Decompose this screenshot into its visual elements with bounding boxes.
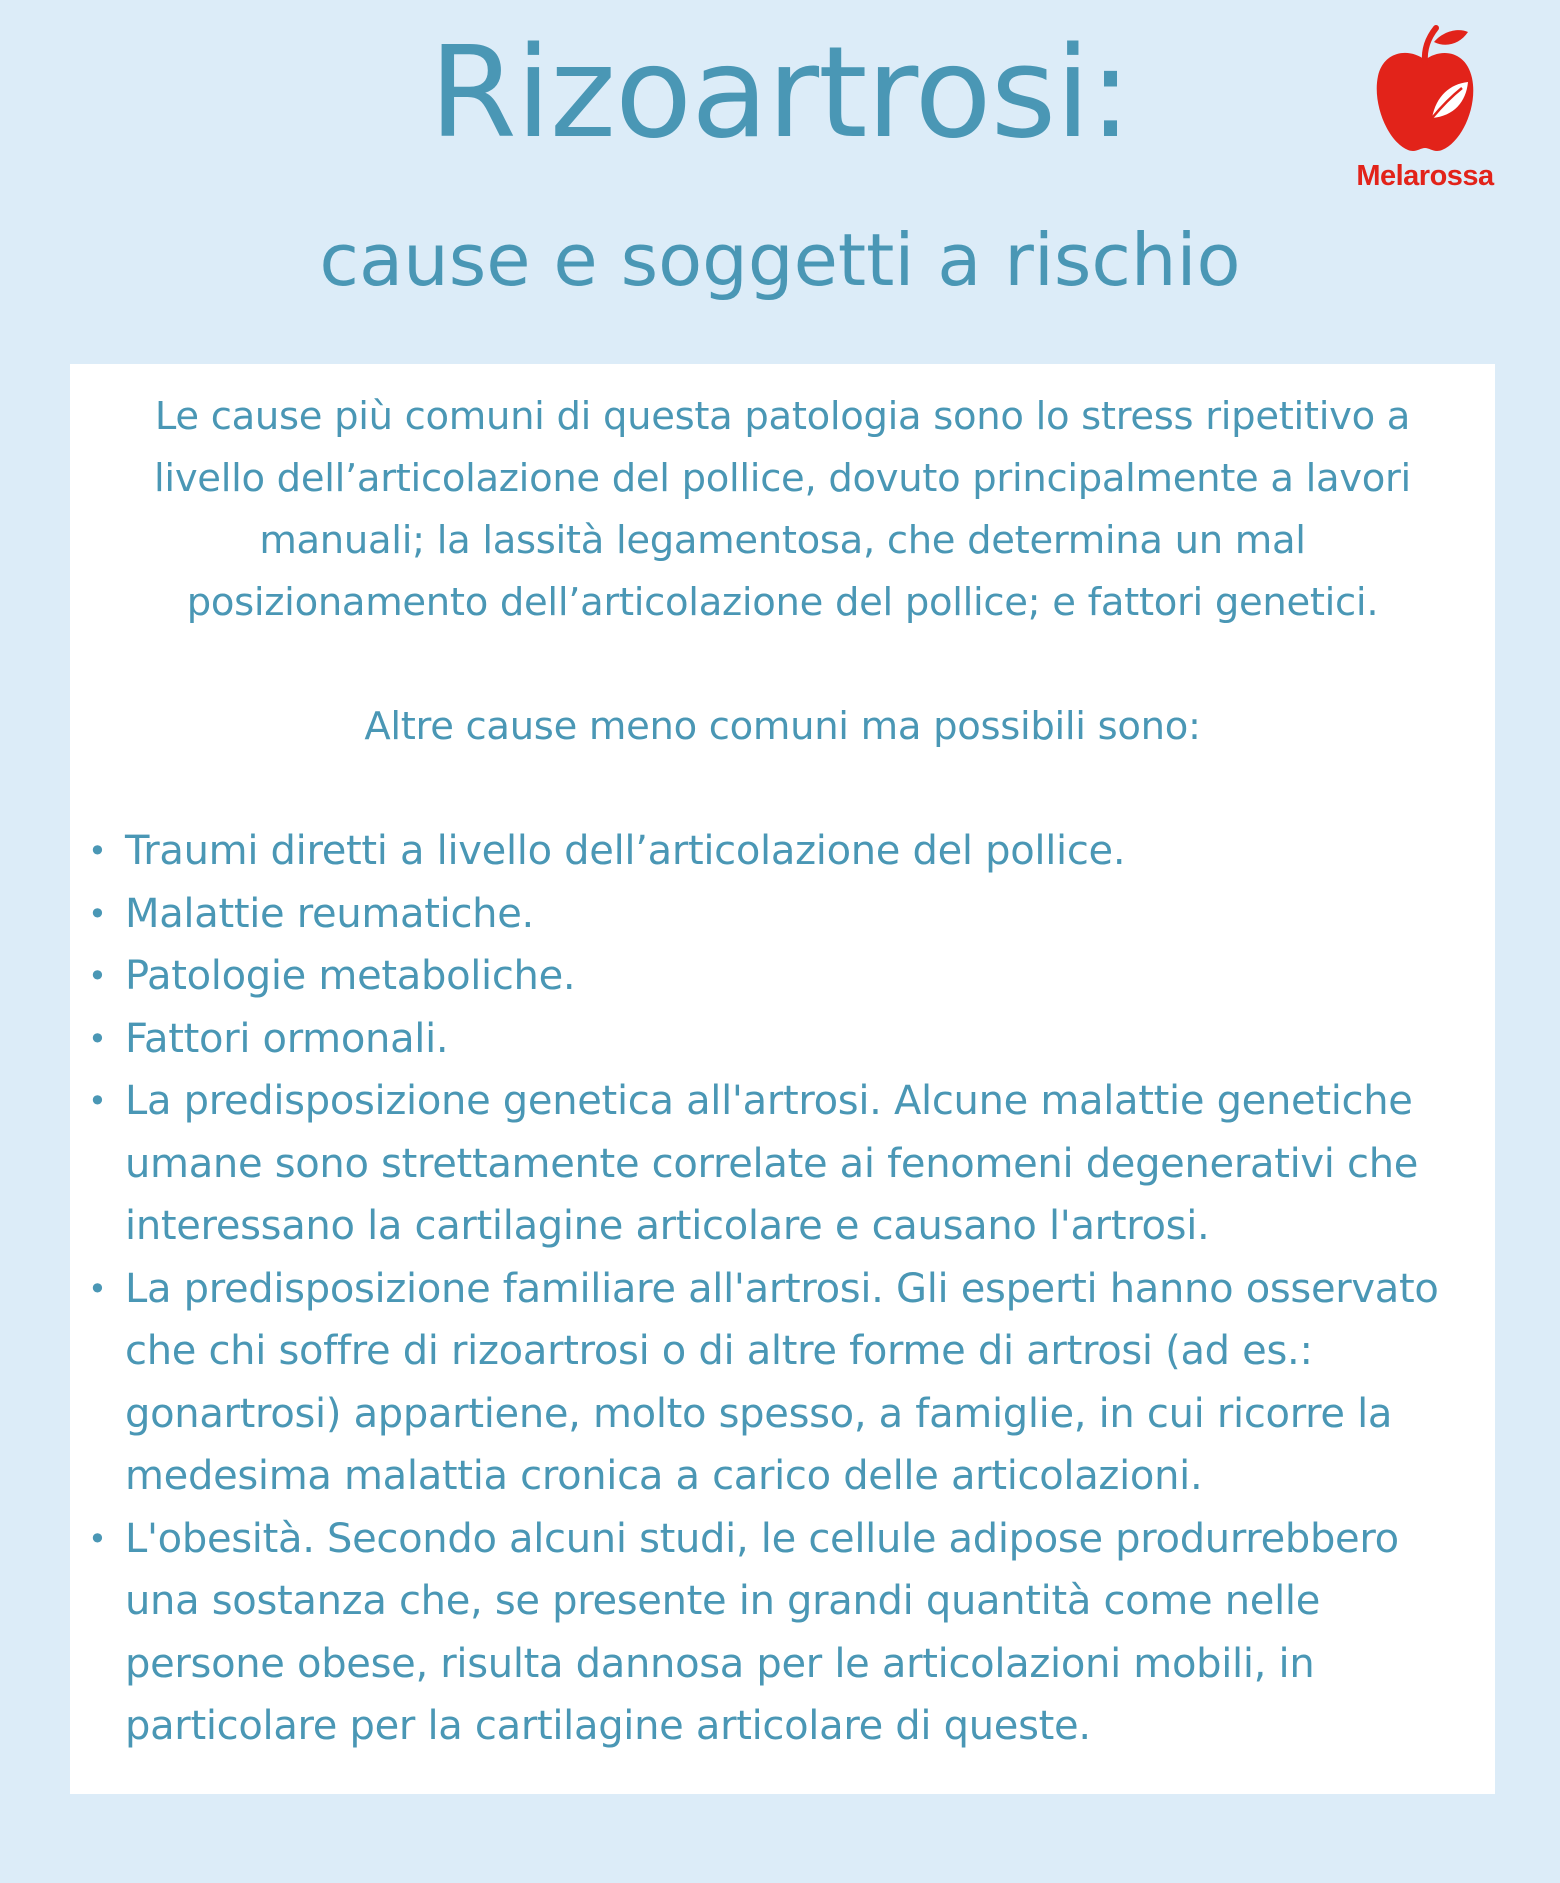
list-item [88,1258,1468,1508]
content-card [70,364,1495,1794]
intro-paragraph: Le cause più comuni di questa patologia sono lo stress ripetitivo a livello dell’articolazione del pollice, dovuto principalmente a lavori manuali; la lassità legamentosa, che determina un mal posizionamento dell’articolazione del pollice; e fattori genetici. [154,394,1411,625]
brand-name: Melarossa [1356,160,1494,192]
list-item [88,883,1468,946]
brand-logo [1340,22,1510,197]
causes-lead: Altre cause meno comuni ma possibili sono: [364,704,1201,749]
list-item-text: Patologie metaboliche. [125,953,576,999]
list-item [88,1508,1468,1758]
list-item-text: L'obesità. Secondo alcuni studi, le cellule adipose produrrebbero una sostanza che, se presente in grandi quantità come nelle persone obese, risulta dannosa per le articolazioni mobili, in particolare per la cartilagine articolare di queste. [125,1515,1399,1749]
page-title: Rizoartrosi: [429,19,1131,166]
bullet-icon: • [88,1519,107,1558]
bullet-icon: • [88,1082,107,1120]
page-subtitle: cause e soggetti a rischio [319,218,1241,302]
list-item-text: Traumi diretti a livello dell’articolazione del pollice. [125,828,1126,874]
bullet-icon: • [88,832,107,870]
bullet-icon: • [88,894,107,933]
list-item [88,945,1468,1008]
causes-list [88,820,1468,1758]
bullet-icon: • [88,1019,107,1058]
list-item [88,1070,1468,1258]
list-item [88,1008,1468,1071]
list-item-text: Fattori ormonali. [125,1015,449,1062]
bullet-icon: • [88,957,107,995]
list-item-text: La predisposizione familiare all'artrosi. Gli esperti hanno osservato che chi soffre di rizoartrosi o di altre forme di artrosi (ad es.: gonartrosi) appartiene, molto spesso, a famiglie, in cui ricorre la medesima malattia cronica a carico delle articolazioni. [125,1265,1439,1499]
list-item [88,820,1468,883]
list-item-text: Malattie reumatiche. [125,890,534,937]
bullet-icon: • [88,1269,107,1308]
list-item-text: La predisposizione genetica all'artrosi. Alcune malattie genetiche umane sono strettamente correlate ai fenomeni degenerativi che interessano la cartilagine articolare e causano l'artrosi. [125,1078,1419,1249]
apple-icon [1370,22,1480,157]
